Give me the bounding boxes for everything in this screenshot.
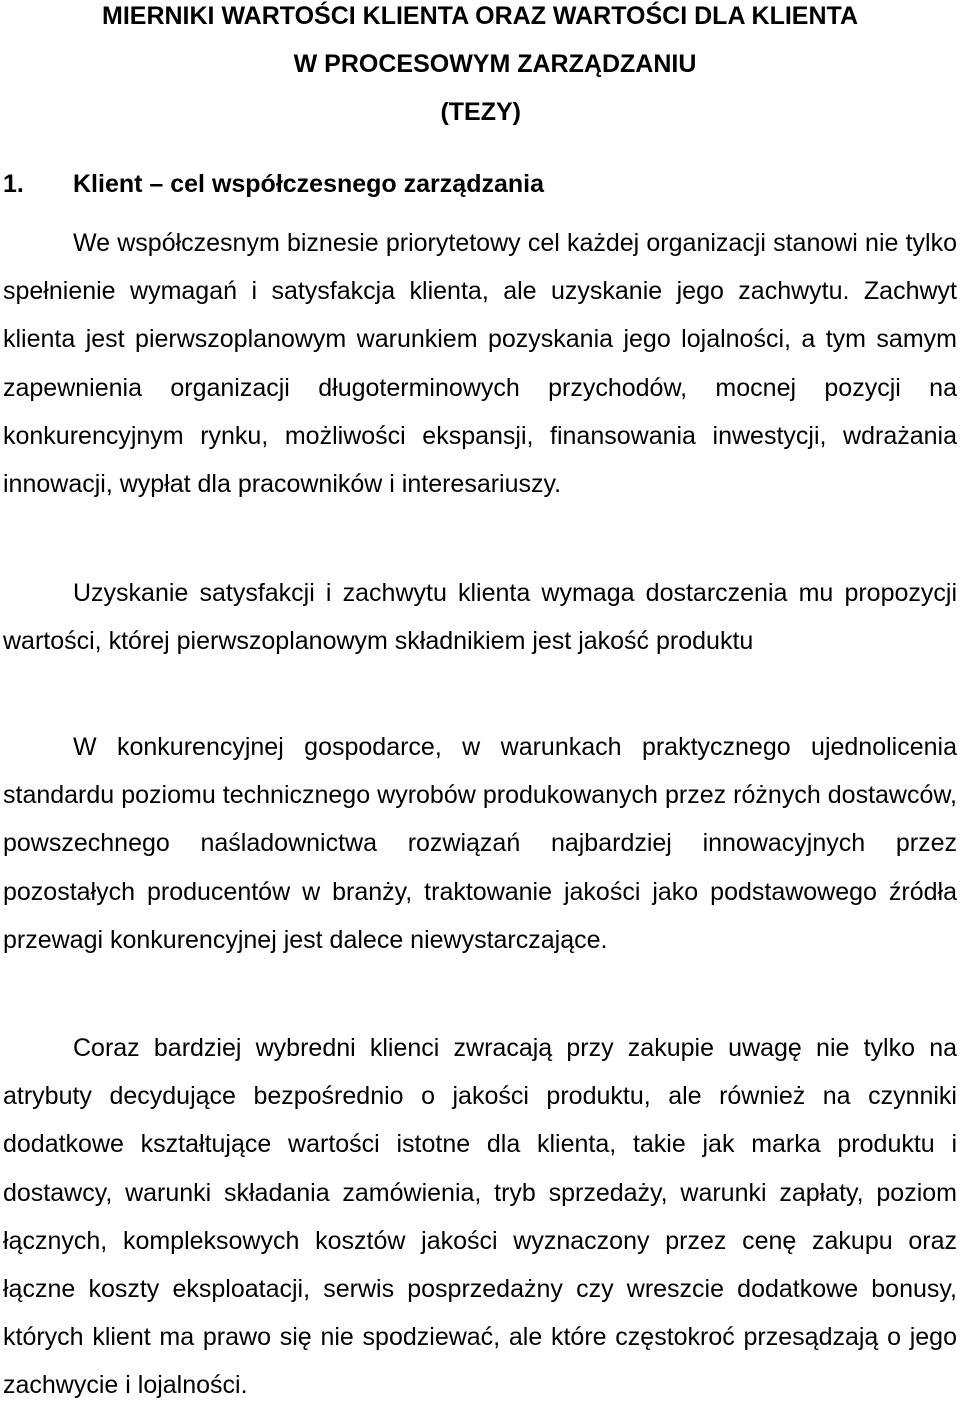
paragraph-2: Uzyskanie satysfakcji i zachwytu klienta wymaga dostarczenia mu propozycji wartości, której pierwszoplanowym składnikiem jest jakość produktu	[3, 579, 957, 656]
title-line-2: W PROCESOWYM ZARZĄDZANIU	[293, 50, 697, 78]
document-title	[3, 0, 957, 136]
section-title: Klient – cel współczesnego zarządzania	[73, 170, 544, 198]
section-number: 1.	[3, 170, 24, 198]
paragraph-1: We współczesnym biznesie priorytetowy cel każdej organizacji stanowi nie tylko spełnienie wymagań i satysfakcja klienta, ale uzyskanie jego zachwytu. Zachwyt klienta jest pierwszoplanowym warunkiem pozyskania jego lojalności, a tym samym zapewnienia organizacji długoterminowych przychodów, mocnej pozycji na konkurencyjnym rynku, możliwości ekspansji, finansowania inwestycji, wdrażania innowacji, wypłat dla pracowników i interesariuszy.	[3, 229, 957, 499]
paragraph-3: W konkurencyjnej gospodarce, w warunkach praktycznego ujednolicenia standardu poziomu technicznego wyrobów produkowanych przez różnych dostawców, powszechnego naśladownictwa rozwiązań najbardziej innowacyjnych przez pozostałych producentów w branży, traktowanie jakości jako podstawowego źródła przewagi konkurencyjnej jest dalece niewystarczające.	[3, 733, 957, 954]
title-line-1: MIERNIKI WARTOŚCI KLIENTA ORAZ WARTOŚCI DLA KLIENTA	[102, 2, 858, 30]
title-line-3: (TEZY)	[440, 98, 521, 126]
paragraph-4: Coraz bardziej wybredni klienci zwracają przy zakupie uwagę nie tylko na atrybuty decydujące bezpośrednio o jakości produktu, ale również na czynniki dodatkowe kształtujące wartości istotne dla klienta, takie jak marka produktu i dostawcy, warunki składania zamówienia, tryb sprzedaży, warunki zapłaty, poziom łącznych, kompleksowych kosztów jakości wyznaczony przez cenę zakupu oraz łączne koszty eksploatacji, serwis posprzedażny czy wreszcie dodatkowe bonusy, których klient ma prawo się nie spodziewać, ale które częstokroć przesądzają o jego zachwycie i lojalności.	[3, 1034, 957, 1400]
section-heading	[3, 160, 544, 208]
